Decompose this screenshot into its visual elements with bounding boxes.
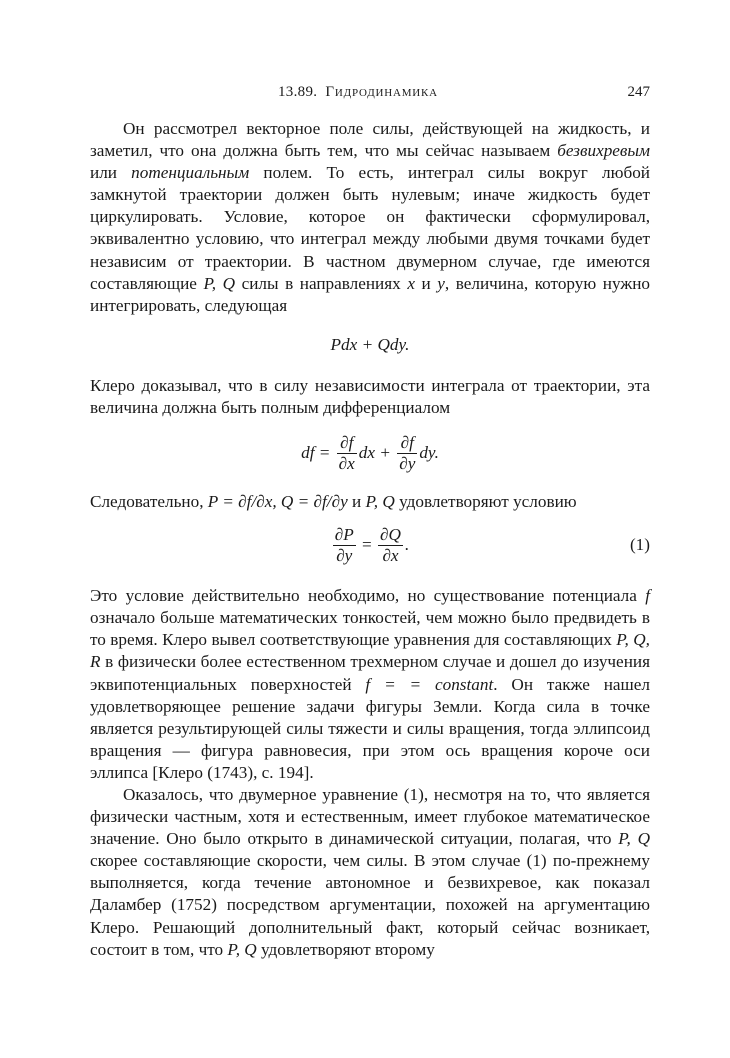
paragraph-3 (90, 491, 650, 513)
fraction (333, 525, 356, 566)
paragraph-2: Клеро доказывал, что в силу независимости интеграла от траектории, эта величина должна быть полным дифференциалом (90, 375, 650, 417)
inline-math: f (645, 586, 650, 606)
emphasis-term: безвихревым (557, 141, 650, 161)
text-run: Это условие действительно необходимо, но существование потенциала (90, 586, 646, 606)
inline-math: f = = constant (365, 674, 494, 694)
inline-math: P = ∂f/∂x, Q = ∂f/∂y (207, 492, 348, 512)
inline-math: y (437, 273, 445, 293)
fraction-numerator: ∂f (397, 433, 417, 454)
eq-text: dy. (419, 442, 439, 462)
equation-pdx-qdy: Pdx + Qdy. (330, 334, 410, 354)
eq-text: df = (301, 442, 331, 462)
text-run: Он рассмотрел векторное поле силы, действующей на жидкость, и заметил, что она должна быть тем, что мы сейчас называем (90, 119, 650, 161)
inline-math: P, Q (618, 829, 650, 849)
text-run: и (414, 273, 438, 293)
paragraph-1 (90, 118, 650, 317)
inline-math: P, Q, R (90, 630, 650, 672)
equation-number: (1) (629, 535, 650, 555)
inline-math: x (407, 273, 415, 293)
inline-math: P, Q (227, 939, 257, 959)
running-header (90, 84, 650, 104)
text-run: , величина, которую нужно интегрировать, следующая (90, 273, 651, 315)
fraction (337, 433, 357, 474)
fraction-denominator: ∂x (382, 545, 399, 565)
text-run: удовлетворяют условию (394, 492, 577, 512)
fraction-denominator: ∂y (399, 453, 416, 473)
text-run: означало больше математических тонкостей, чем можно было предвидеть в то время. Клеро вывел соответствующие уравнения для составляющих (90, 608, 650, 650)
chapter-title: Гидродинамика (325, 84, 438, 100)
eq-text: . (404, 535, 410, 555)
text-run: удовлетворяют второму (256, 939, 435, 959)
text-run: и (347, 492, 366, 512)
text-run: скорее составляющие скорости, чем силы. В этом случае (1) по-прежнему выполняется, когда течение автономное и безвихревое, как показал Даламбер (1752) посредством аргументации, похожей на аргументацию Клеро. Решающий дополнительный факт, который сейчас возникает, состоит в том, что (90, 851, 650, 959)
fraction (397, 433, 417, 474)
text-run: полем. То есть, интеграл силы вокруг любой замкнутой траектории должен быть нулевым; иначе жидкость будет циркулировать. Условие, которое он фактически сформулировал, эквивалентно условию, что интеграл между любыми двумя точками будет независим от траектории. В частном двумерном случае, где имеются составляющие (90, 163, 650, 293)
header-title (278, 84, 438, 101)
paragraph-5 (90, 784, 650, 961)
page-number: 247 (627, 84, 650, 100)
text-run: или (90, 163, 132, 183)
fraction-numerator: ∂Q (380, 524, 401, 544)
equation-total-differential (90, 425, 650, 481)
paragraph-4 (90, 585, 650, 784)
fraction-numerator: ∂P (334, 524, 354, 544)
fraction-denominator: ∂y (336, 545, 353, 565)
text-run: Оказалось, что двумерное уравнение (1), несмотря на то, что является физически частным, хотя и естественным, имеет глубокое математическое значение. Оно было открыто в динамической ситуации, полагая, что (90, 784, 650, 849)
page-body (90, 118, 650, 961)
fraction-denominator: ∂x (338, 453, 355, 473)
text-run: . Он также нашел удовлетворяющее решение задачи фигуры Земли. Когда сила в точке является результирующей силы тяжести и силы вращения, тогда эллипсоид вращения — фигура равновесия, при этом ось вращения короче оси эллипса [Клеро (1743), с. 194]. (90, 674, 651, 782)
inline-math: P, Q (365, 492, 395, 512)
text-run: в физически более естественном трехмерном случае и дошел до изучения эквипотенциальных поверхностей (90, 652, 650, 694)
section-number: 13.89. (278, 84, 318, 100)
fraction (378, 525, 403, 566)
text-run: силы в направлениях (235, 273, 408, 293)
text-run: Следовательно, (90, 492, 208, 512)
fraction-numerator: ∂f (337, 433, 357, 454)
inline-math: P, Q (203, 273, 236, 293)
eq-text: dx + (358, 442, 391, 462)
equation-1-closed-condition (90, 517, 650, 573)
emphasis-term: потенциальным (131, 163, 250, 183)
eq-text: = (362, 535, 372, 555)
